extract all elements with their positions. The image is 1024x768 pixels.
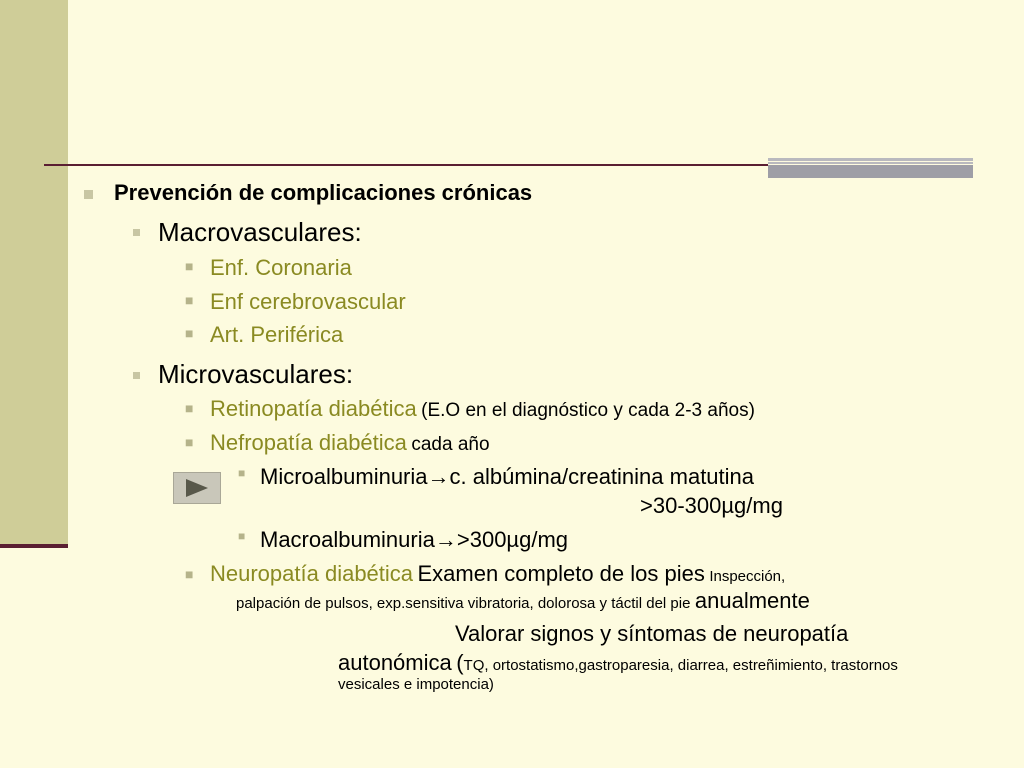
nephropathy-line [210, 430, 490, 456]
retinopathy-name: Retinopatía diabética [210, 396, 417, 421]
micro-label: Microvasculares: [158, 359, 354, 389]
bullet-square-icon: ■ [185, 434, 194, 450]
autonomic-paren: ( [456, 650, 464, 675]
play-triangle-icon [184, 478, 210, 498]
bullet-square-icon: ■ [238, 529, 246, 543]
neuropathy-exam: Examen completo de los pies [417, 561, 705, 586]
macroalbuminuria-detail: 300µg/mg [469, 527, 569, 552]
bullet-square-icon [133, 229, 140, 236]
neuropathy-line [210, 561, 785, 587]
autonomic-word: autonómica [338, 650, 452, 675]
macro-item: Art. Periférica [210, 322, 344, 347]
microalbuminuria-range: 30-300µg/mg [652, 493, 783, 518]
autonomic-symptoms: TQ, ortostatismo,gastroparesia, diarrea, estreñimiento, trastornos [463, 657, 898, 674]
bullet-square-icon: ■ [185, 325, 194, 341]
macroalbuminuria-name: Macroalbuminuria [260, 527, 435, 552]
bullet-square-icon: ■ [185, 258, 194, 274]
macroalbuminuria-line [260, 527, 568, 553]
accent-stripes [768, 158, 973, 178]
arrow-icon: → [427, 464, 450, 489]
bullet-square-icon: ■ [185, 566, 194, 582]
nephropathy-note: cada año [411, 434, 490, 455]
bullet-square-icon: ■ [185, 400, 194, 416]
heading: Prevención de complicaciones crónicas [114, 180, 533, 205]
greater-than-symbol: > [456, 527, 470, 552]
macro-item: Enf. Coronaria [210, 255, 352, 280]
neuropathy-exam-detail: palpación de pulsos, exp.sensitiva vibratoria, dolorosa y táctil del pie [236, 595, 691, 612]
sidebar-decoration [0, 0, 68, 548]
microalbuminuria-line [260, 464, 754, 490]
neuropathy-name: Neuropatía diabética [210, 561, 414, 586]
bullet-square-icon: ■ [185, 292, 194, 308]
greater-than-symbol: > [640, 493, 653, 518]
bullet-square-icon: ■ [238, 466, 246, 480]
macro-item: Enf cerebrovascular [210, 289, 406, 314]
neuropathy-exam-small: Inspección, [709, 568, 786, 585]
microalbuminuria-detail: c. albúmina/creatinina matutina [449, 464, 755, 489]
autonomic-line2 [338, 650, 898, 676]
bullet-square-icon [133, 372, 140, 379]
retinopathy-note: (E.O en el diagnóstico y cada 2-3 años) [421, 400, 755, 421]
arrow-icon: → [434, 527, 457, 552]
macro-label: Macrovasculares: [158, 217, 362, 247]
microalbuminuria-range-line [640, 493, 783, 519]
autonomic-line3: vesicales e impotencia) [338, 676, 494, 693]
sidebar-underline [0, 544, 68, 548]
play-button[interactable] [173, 472, 221, 504]
retinopathy-line [210, 396, 755, 422]
microalbuminuria-name: Microalbuminuria [260, 464, 428, 489]
title-divider [44, 164, 770, 166]
bullet-square-icon [84, 190, 93, 199]
nephropathy-name: Nefropatía diabética [210, 430, 407, 455]
neuropathy-exam-line2 [236, 588, 810, 614]
autonomic-line1: Valorar signos y síntomas de neuropatía [455, 621, 849, 646]
neuropathy-frequency: anualmente [694, 588, 810, 613]
